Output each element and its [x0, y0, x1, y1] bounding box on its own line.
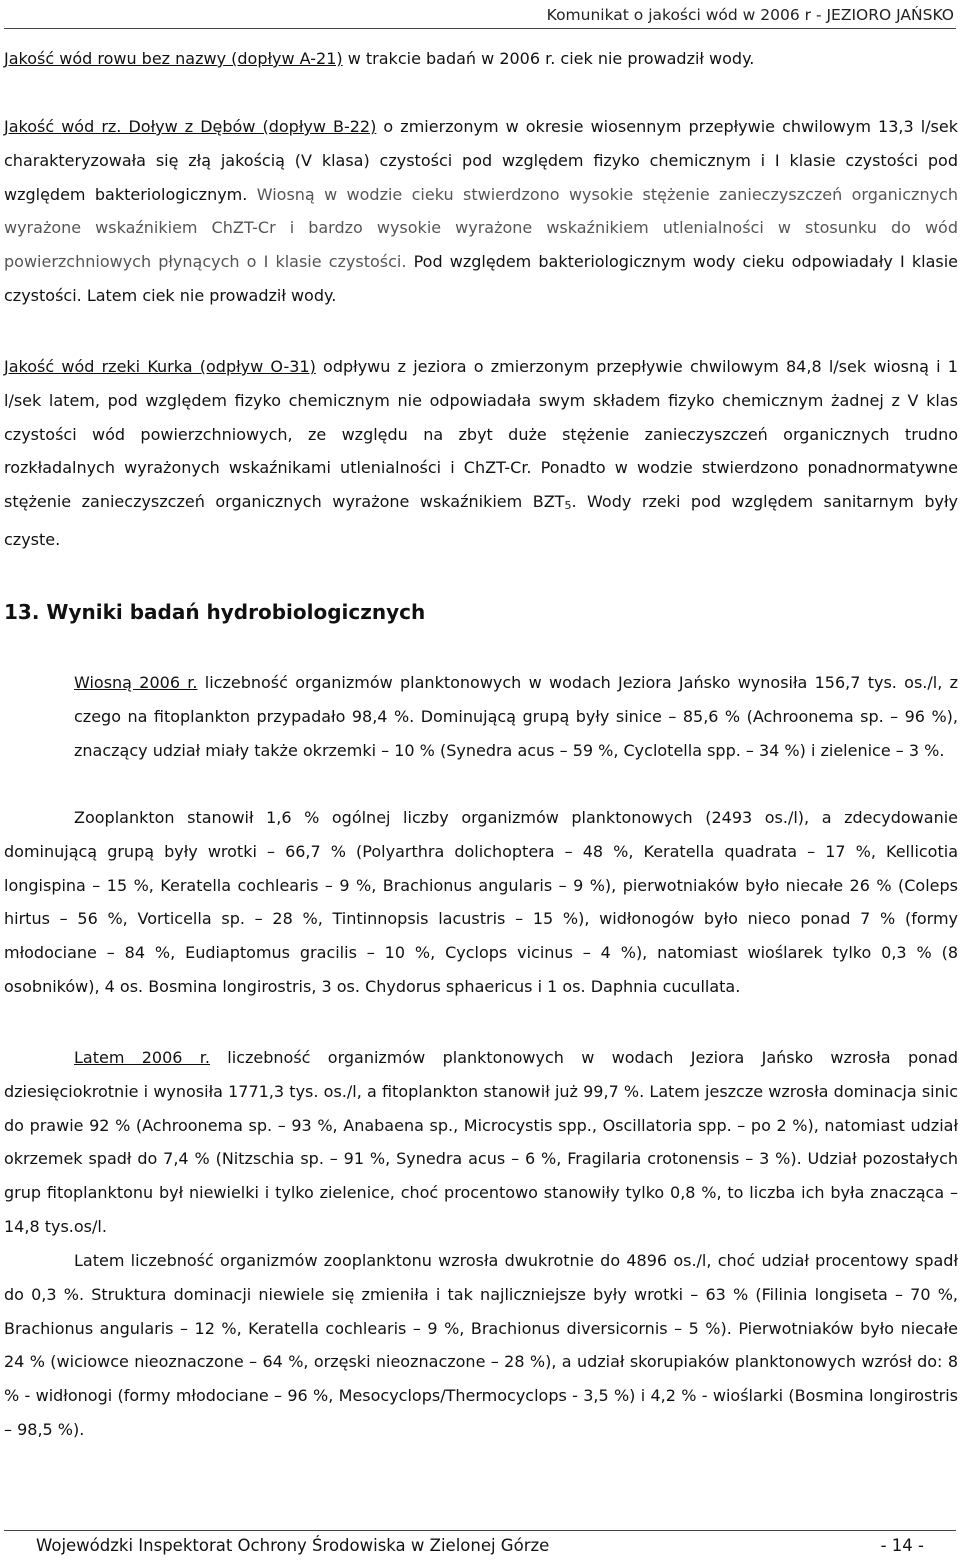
paragraph-text-b: . Wody rzeki pod względem sanitarnym były czyste.	[4, 492, 959, 549]
header-divider	[4, 28, 956, 29]
paragraph-text-a: o zmierzonym w okresie wiosennym przepływie chwilowym 13,3 l/sek charakteryzowała się złą jakością (V klasa) czystości pod względem fizyko chemicznym i I klasie czystości pod względem bakteriologicznym.	[4, 117, 958, 204]
paragraph-rowu-bez-nazwy	[4, 42, 958, 76]
spring-phytoplankton-text: liczebność organizmów planktonowych w wodach Jeziora Jańsko wynosiła 156,7 tys. os./l, z czego na fitoplankton przypadało 98,4 %. Dominującą grupą były sinice – 85,6 % (Achroonema sp. – 96 %), znaczący udział miały także okrzemki – 10 % (Synedra acus – 59 %, Cyclotella spp. – 34 %) i zielenice – 3 %.	[74, 673, 958, 760]
summer-label: Latem 2006 r.	[74, 1048, 210, 1067]
page-number: - 14 -	[880, 1536, 924, 1555]
summer-zooplankton-text: Latem liczebność organizmów zooplanktonu wzrosła dwukrotnie do 4896 os./l, choć udział procentowy spadł do 0,3 %. Struktura dominacji niewiele się zmieniła i tak najliczniejsze były wrotki – 63 % (Filinia longiseta – 70 %, Brachionus angularis – 12 %, Keratella cochlearis – 9 %, Brachionus diversicornis – 5 %). Pierwotniaków było niecałe 24 % (wiciowce nieoznaczone – 64 %, orzęski nieoznaczone – 28 %), a udział skorupiaków planktonowych wzrósł do: 8 % - widłonogi (formy młodociane – 96 %, Mesocyclops/Thermocyclops - 3,5 %) i 4,2 % - wioślarki (Bosmina longirostris – 98,5 %).	[4, 1251, 958, 1439]
spring-zooplankton-text: Zooplankton stanowił 1,6 % ogólnej liczby organizmów planktonowych (2493 os./l), a zdecydowanie dominującą grupą były wrotki – 66,7 % (Polyarthra dolichoptera – 48 %, Keratella quadrata – 17 %, Kellicotia longispina – 15 %, Keratella cochlearis – 9 %, Brachionus angularis – 9 %), pierwotniaków było niecałe 26 % (Coleps hirtus – 56 %, Vorticella sp. – 28 %, Tintinnopsis lacustris – 15 %), widłonogów było nieco ponad 7 % (formy młodociane – 84 %, Eudiaptomus gracilis – 10 %, Cyclops vicinus – 4 %), natomiast wioślarek tylko 0,3 % (8 osobników), 4 os. Bosmina longirostris, 3 os. Chydorus sphaericus i 1 os. Daphnia cucullata.	[4, 808, 958, 996]
section-heading: 13. Wyniki badań hydrobiologicznych	[4, 600, 426, 624]
paragraph-text: w trakcie badań w 2006 r. ciek nie prowadził wody.	[342, 49, 755, 68]
paragraph-text-a: odpływu z jeziora o zmierzonym przepływie chwilowym 84,8 l/sek wiosną i 1 l/sek latem, pod względem fizyko chemicznym nie odpowiadała swym składem fizyko chemicznym żadnej z V klas czystości wód powierzchniowych, ze względu na zbyt duże stężenie zanieczyszczeń organicznych trudno rozkładalnych wyrażonych wskaźnikami utlenialności i ChZT-Cr. Ponadto w wodzie stwierdzono ponadnormatywne stężenie zanieczyszczeń organicznych wyrażone wskaźnikiem BZT	[4, 357, 958, 512]
section-link-a21: Jakość wód rowu bez nazwy (dopływ A-21)	[4, 49, 343, 68]
section-link-b22: Jakość wód rz. Doływ z Dębów (dopływ B-22)	[4, 117, 377, 136]
spring-label: Wiosną 2006 r.	[74, 673, 198, 692]
subscript-5: 5	[564, 499, 572, 513]
spring-zooplankton	[4, 801, 958, 1004]
paragraph-rzeka-kurka	[4, 350, 958, 557]
section-link-o31: Jakość wód rzeki Kurka (odpływ O-31)	[4, 357, 316, 376]
summer-zooplankton	[4, 1244, 958, 1447]
paragraph-text-b: Wiosną w wodzie cieku stwierdzono wysokie stężenie zanieczyszczeń organicznych wyrażone wskaźnikiem ChZT-Cr i bardzo wysokie wyrażone wskaźnikiem utlenialności w stosunku do wód powierzchniowych płynących o I klasie czystości.	[4, 184, 958, 272]
footer-divider	[4, 1530, 956, 1531]
spring-results	[4, 666, 958, 767]
summer-results	[4, 1041, 958, 1244]
running-header: Komunikat o jakości wód w 2006 r - JEZIORO JAŃSKO	[546, 6, 954, 24]
summer-phytoplankton-text: liczebność organizmów planktonowych w wodach Jeziora Jańsko wzrosła ponad dziesięciokrotnie i wynosiła 1771,3 tys. os./l, a fitoplankton stanowił już 99,7 %. Latem jeszcze wzrosła dominacja sinic do prawie 92 % (Achroonema sp. – 93 %, Anabaena sp., Microcystis spp., Oscillatoria spp. – po 2 %), natomiast udział okrzemek spadł do 7,4 % (Nitzschia sp. – 91 %, Synedra acus – 6 %, Fragilaria crotonensis – 3 %). Udział pozostałych grup fitoplanktonu był niewielki i tylko zielenice, choć procentowo stanowiły tylko 0,8 %, to liczba ich była znacząca – 14,8 tys.os/l.	[4, 1048, 958, 1236]
footer-organization: Wojewódzki Inspektorat Ochrony Środowiska w Zielonej Górze	[36, 1536, 550, 1555]
paragraph-dolyw-z-debow	[4, 110, 958, 313]
paragraph-text-c: Pod względem bakteriologicznym wody cieku odpowiadały I klasie czystości. Latem ciek nie prowadził wody.	[4, 252, 958, 305]
